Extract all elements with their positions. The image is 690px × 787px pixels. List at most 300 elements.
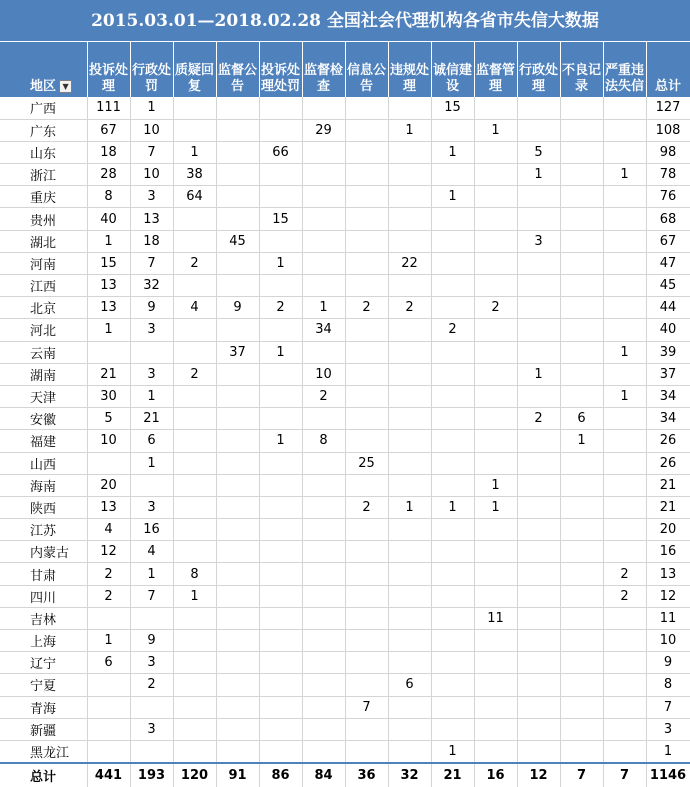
total-cell[interactable]: 7 [646,696,690,718]
value-cell[interactable] [603,630,646,652]
value-cell[interactable] [388,740,431,762]
value-cell[interactable]: 67 [87,119,130,141]
value-cell[interactable] [431,208,474,230]
value-cell[interactable] [517,97,560,119]
value-cell[interactable]: 1 [302,297,345,319]
value-cell[interactable] [173,718,216,740]
column-total-cell[interactable]: 32 [388,763,431,787]
value-cell[interactable]: 3 [130,186,173,208]
value-cell[interactable] [345,186,388,208]
value-cell[interactable] [302,652,345,674]
value-cell[interactable]: 18 [130,230,173,252]
value-cell[interactable] [517,430,560,452]
value-cell[interactable]: 1 [173,585,216,607]
value-cell[interactable] [345,607,388,629]
value-cell[interactable] [517,385,560,407]
value-cell[interactable] [302,230,345,252]
value-cell[interactable]: 8 [87,186,130,208]
value-cell[interactable]: 30 [87,385,130,407]
value-cell[interactable]: 3 [130,363,173,385]
total-cell[interactable]: 44 [646,297,690,319]
value-cell[interactable]: 2 [603,563,646,585]
total-cell[interactable]: 21 [646,474,690,496]
region-cell[interactable]: 吉林 [0,607,87,629]
value-cell[interactable]: 6 [560,408,603,430]
value-cell[interactable]: 1 [130,385,173,407]
value-cell[interactable] [603,408,646,430]
value-cell[interactable] [560,119,603,141]
value-cell[interactable] [259,452,302,474]
value-cell[interactable] [259,496,302,518]
value-cell[interactable] [560,585,603,607]
value-cell[interactable] [560,541,603,563]
value-cell[interactable]: 15 [87,252,130,274]
value-cell[interactable] [259,408,302,430]
value-cell[interactable] [388,607,431,629]
value-cell[interactable] [474,541,517,563]
value-cell[interactable]: 1 [474,119,517,141]
value-cell[interactable]: 1 [130,452,173,474]
value-cell[interactable]: 1 [474,496,517,518]
value-cell[interactable] [560,652,603,674]
value-cell[interactable] [173,696,216,718]
value-cell[interactable] [603,97,646,119]
value-cell[interactable]: 1 [517,164,560,186]
value-cell[interactable] [517,474,560,496]
value-cell[interactable] [517,252,560,274]
value-cell[interactable] [302,718,345,740]
value-cell[interactable] [603,119,646,141]
value-cell[interactable] [388,696,431,718]
value-cell[interactable]: 25 [345,452,388,474]
value-cell[interactable] [431,607,474,629]
value-cell[interactable] [474,452,517,474]
value-cell[interactable] [216,408,259,430]
value-cell[interactable]: 10 [130,164,173,186]
value-cell[interactable] [388,474,431,496]
value-cell[interactable] [302,696,345,718]
total-cell[interactable]: 127 [646,97,690,119]
total-cell[interactable]: 78 [646,164,690,186]
value-cell[interactable] [474,652,517,674]
value-cell[interactable] [474,519,517,541]
value-cell[interactable] [216,696,259,718]
total-cell[interactable]: 9 [646,652,690,674]
value-cell[interactable] [87,341,130,363]
value-cell[interactable] [474,252,517,274]
value-cell[interactable]: 4 [87,519,130,541]
value-cell[interactable]: 1 [431,186,474,208]
value-cell[interactable] [560,230,603,252]
value-cell[interactable] [216,319,259,341]
value-cell[interactable]: 9 [216,297,259,319]
value-cell[interactable]: 3 [517,230,560,252]
value-cell[interactable] [259,519,302,541]
value-cell[interactable] [560,563,603,585]
value-cell[interactable] [259,474,302,496]
value-cell[interactable]: 3 [130,718,173,740]
value-cell[interactable] [216,141,259,163]
region-cell[interactable]: 福建 [0,430,87,452]
value-cell[interactable] [431,119,474,141]
value-cell[interactable] [431,474,474,496]
value-cell[interactable] [388,630,431,652]
value-cell[interactable] [560,208,603,230]
value-cell[interactable] [302,607,345,629]
value-cell[interactable] [431,164,474,186]
value-cell[interactable]: 18 [87,141,130,163]
value-cell[interactable] [388,718,431,740]
region-cell[interactable]: 河北 [0,319,87,341]
value-cell[interactable] [388,585,431,607]
value-cell[interactable]: 2 [345,297,388,319]
value-cell[interactable] [560,607,603,629]
value-cell[interactable]: 1 [130,563,173,585]
value-cell[interactable]: 1 [388,496,431,518]
value-cell[interactable] [173,652,216,674]
value-cell[interactable] [388,141,431,163]
region-cell[interactable]: 青海 [0,696,87,718]
region-cell[interactable]: 河南 [0,252,87,274]
value-cell[interactable] [216,363,259,385]
column-total-cell[interactable]: 7 [560,763,603,787]
value-cell[interactable]: 2 [517,408,560,430]
value-cell[interactable] [173,430,216,452]
value-cell[interactable] [603,275,646,297]
value-cell[interactable] [216,474,259,496]
value-cell[interactable] [345,430,388,452]
value-cell[interactable] [474,186,517,208]
value-cell[interactable] [216,541,259,563]
value-cell[interactable] [517,696,560,718]
value-cell[interactable]: 2 [474,297,517,319]
value-cell[interactable]: 13 [130,208,173,230]
value-cell[interactable] [173,408,216,430]
value-cell[interactable] [345,630,388,652]
region-cell[interactable]: 四川 [0,585,87,607]
value-cell[interactable]: 5 [87,408,130,430]
value-cell[interactable] [259,740,302,762]
value-cell[interactable] [216,652,259,674]
value-cell[interactable] [603,297,646,319]
value-cell[interactable] [302,141,345,163]
value-cell[interactable] [302,408,345,430]
value-cell[interactable] [603,208,646,230]
value-cell[interactable]: 1 [87,630,130,652]
value-cell[interactable]: 4 [173,297,216,319]
value-cell[interactable] [259,652,302,674]
value-cell[interactable]: 2 [87,563,130,585]
value-cell[interactable] [388,519,431,541]
value-cell[interactable] [431,430,474,452]
value-cell[interactable] [216,452,259,474]
value-cell[interactable] [345,541,388,563]
value-cell[interactable] [431,563,474,585]
value-cell[interactable] [259,186,302,208]
value-cell[interactable] [517,718,560,740]
value-cell[interactable] [216,630,259,652]
value-cell[interactable] [517,496,560,518]
value-cell[interactable] [603,186,646,208]
value-cell[interactable] [345,208,388,230]
value-cell[interactable] [517,630,560,652]
value-cell[interactable] [345,164,388,186]
value-cell[interactable] [560,474,603,496]
value-cell[interactable] [216,674,259,696]
column-total-cell[interactable]: 12 [517,763,560,787]
value-cell[interactable] [560,275,603,297]
value-cell[interactable]: 1 [431,496,474,518]
value-cell[interactable] [517,297,560,319]
value-cell[interactable] [603,319,646,341]
value-cell[interactable] [259,630,302,652]
value-cell[interactable] [216,430,259,452]
value-cell[interactable] [560,718,603,740]
value-cell[interactable] [302,541,345,563]
total-cell[interactable]: 13 [646,563,690,585]
value-cell[interactable] [560,519,603,541]
value-cell[interactable] [87,607,130,629]
value-cell[interactable] [603,519,646,541]
region-cell[interactable]: 浙江 [0,164,87,186]
value-cell[interactable] [517,341,560,363]
value-cell[interactable] [474,341,517,363]
value-cell[interactable] [388,408,431,430]
value-cell[interactable]: 1 [259,430,302,452]
value-cell[interactable] [302,496,345,518]
value-cell[interactable] [388,541,431,563]
filter-dropdown-icon[interactable]: ▼ [59,80,72,93]
value-cell[interactable]: 1 [603,385,646,407]
value-cell[interactable] [474,141,517,163]
value-cell[interactable] [87,452,130,474]
value-cell[interactable] [302,275,345,297]
column-total-cell[interactable]: 84 [302,763,345,787]
value-cell[interactable] [474,319,517,341]
value-cell[interactable] [130,474,173,496]
value-cell[interactable] [345,97,388,119]
value-cell[interactable] [603,252,646,274]
value-cell[interactable]: 7 [130,141,173,163]
value-cell[interactable] [345,674,388,696]
value-cell[interactable] [216,563,259,585]
value-cell[interactable] [216,119,259,141]
value-cell[interactable] [173,607,216,629]
value-cell[interactable] [603,607,646,629]
total-cell[interactable]: 108 [646,119,690,141]
value-cell[interactable] [216,585,259,607]
value-cell[interactable] [431,674,474,696]
value-cell[interactable]: 2 [173,363,216,385]
value-cell[interactable] [388,208,431,230]
region-cell[interactable]: 湖南 [0,363,87,385]
value-cell[interactable] [345,740,388,762]
value-cell[interactable] [345,563,388,585]
value-cell[interactable] [474,275,517,297]
value-cell[interactable] [517,740,560,762]
value-cell[interactable] [173,474,216,496]
value-cell[interactable]: 1 [87,319,130,341]
value-cell[interactable]: 28 [87,164,130,186]
value-cell[interactable] [474,585,517,607]
value-cell[interactable] [517,452,560,474]
region-cell[interactable]: 安徽 [0,408,87,430]
value-cell[interactable] [431,297,474,319]
region-cell[interactable]: 上海 [0,630,87,652]
column-header-region[interactable] [0,42,87,97]
value-cell[interactable] [345,474,388,496]
value-cell[interactable] [345,319,388,341]
value-cell[interactable] [517,519,560,541]
value-cell[interactable]: 45 [216,230,259,252]
value-cell[interactable] [302,563,345,585]
value-cell[interactable] [259,119,302,141]
value-cell[interactable] [517,186,560,208]
value-cell[interactable] [388,430,431,452]
value-cell[interactable] [173,341,216,363]
value-cell[interactable] [431,585,474,607]
value-cell[interactable] [173,452,216,474]
value-cell[interactable] [474,385,517,407]
value-cell[interactable] [388,341,431,363]
value-cell[interactable] [431,718,474,740]
value-cell[interactable]: 13 [87,275,130,297]
value-cell[interactable] [431,252,474,274]
value-cell[interactable] [603,363,646,385]
total-cell[interactable]: 16 [646,541,690,563]
total-cell[interactable]: 45 [646,275,690,297]
value-cell[interactable] [216,275,259,297]
value-cell[interactable] [517,275,560,297]
value-cell[interactable] [216,740,259,762]
total-cell[interactable]: 67 [646,230,690,252]
value-cell[interactable]: 10 [302,363,345,385]
region-cell[interactable]: 江西 [0,275,87,297]
value-cell[interactable]: 1 [130,97,173,119]
column-total-cell[interactable]: 36 [345,763,388,787]
value-cell[interactable] [474,563,517,585]
value-cell[interactable]: 13 [87,297,130,319]
value-cell[interactable]: 7 [130,585,173,607]
value-cell[interactable] [259,230,302,252]
value-cell[interactable] [259,319,302,341]
value-cell[interactable]: 29 [302,119,345,141]
value-cell[interactable] [517,541,560,563]
value-cell[interactable] [87,696,130,718]
value-cell[interactable] [603,696,646,718]
value-cell[interactable] [216,385,259,407]
value-cell[interactable] [87,718,130,740]
value-cell[interactable] [302,474,345,496]
value-cell[interactable] [345,718,388,740]
value-cell[interactable] [216,607,259,629]
value-cell[interactable] [345,141,388,163]
value-cell[interactable] [388,363,431,385]
value-cell[interactable] [560,674,603,696]
value-cell[interactable]: 111 [87,97,130,119]
value-cell[interactable] [474,208,517,230]
value-cell[interactable] [431,408,474,430]
value-cell[interactable] [517,652,560,674]
value-cell[interactable]: 5 [517,141,560,163]
value-cell[interactable] [388,164,431,186]
value-cell[interactable] [388,563,431,585]
value-cell[interactable]: 34 [302,319,345,341]
value-cell[interactable] [345,119,388,141]
value-cell[interactable] [216,252,259,274]
column-total-cell[interactable]: 441 [87,763,130,787]
value-cell[interactable]: 2 [603,585,646,607]
value-cell[interactable] [216,186,259,208]
value-cell[interactable] [474,408,517,430]
value-cell[interactable] [431,341,474,363]
value-cell[interactable] [560,496,603,518]
value-cell[interactable] [474,696,517,718]
value-cell[interactable] [345,585,388,607]
value-cell[interactable]: 7 [130,252,173,274]
value-cell[interactable] [302,585,345,607]
value-cell[interactable] [345,363,388,385]
value-cell[interactable] [173,519,216,541]
value-cell[interactable]: 1 [388,119,431,141]
value-cell[interactable] [173,674,216,696]
total-cell[interactable]: 3 [646,718,690,740]
value-cell[interactable]: 2 [431,319,474,341]
value-cell[interactable]: 15 [259,208,302,230]
region-cell[interactable]: 广西 [0,97,87,119]
value-cell[interactable]: 1 [560,430,603,452]
value-cell[interactable]: 32 [130,275,173,297]
value-cell[interactable] [388,97,431,119]
value-cell[interactable] [302,164,345,186]
value-cell[interactable] [259,97,302,119]
value-cell[interactable] [603,430,646,452]
value-cell[interactable]: 2 [259,297,302,319]
value-cell[interactable] [216,208,259,230]
value-cell[interactable] [474,674,517,696]
value-cell[interactable] [474,363,517,385]
region-cell[interactable]: 湖北 [0,230,87,252]
value-cell[interactable]: 6 [87,652,130,674]
region-cell[interactable]: 甘肃 [0,563,87,585]
value-cell[interactable]: 4 [130,541,173,563]
value-cell[interactable] [130,740,173,762]
total-cell[interactable]: 37 [646,363,690,385]
value-cell[interactable]: 6 [388,674,431,696]
value-cell[interactable] [431,452,474,474]
value-cell[interactable]: 2 [345,496,388,518]
value-cell[interactable] [603,230,646,252]
total-cell[interactable]: 26 [646,452,690,474]
value-cell[interactable] [302,740,345,762]
value-cell[interactable] [560,740,603,762]
value-cell[interactable] [603,740,646,762]
value-cell[interactable] [173,496,216,518]
value-cell[interactable] [302,97,345,119]
column-total-cell[interactable]: 193 [130,763,173,787]
value-cell[interactable]: 66 [259,141,302,163]
total-cell[interactable]: 20 [646,519,690,541]
value-cell[interactable] [517,319,560,341]
value-cell[interactable]: 8 [302,430,345,452]
value-cell[interactable] [474,630,517,652]
value-cell[interactable] [560,319,603,341]
value-cell[interactable]: 10 [87,430,130,452]
value-cell[interactable] [87,740,130,762]
value-cell[interactable] [560,97,603,119]
value-cell[interactable] [302,630,345,652]
value-cell[interactable] [173,740,216,762]
